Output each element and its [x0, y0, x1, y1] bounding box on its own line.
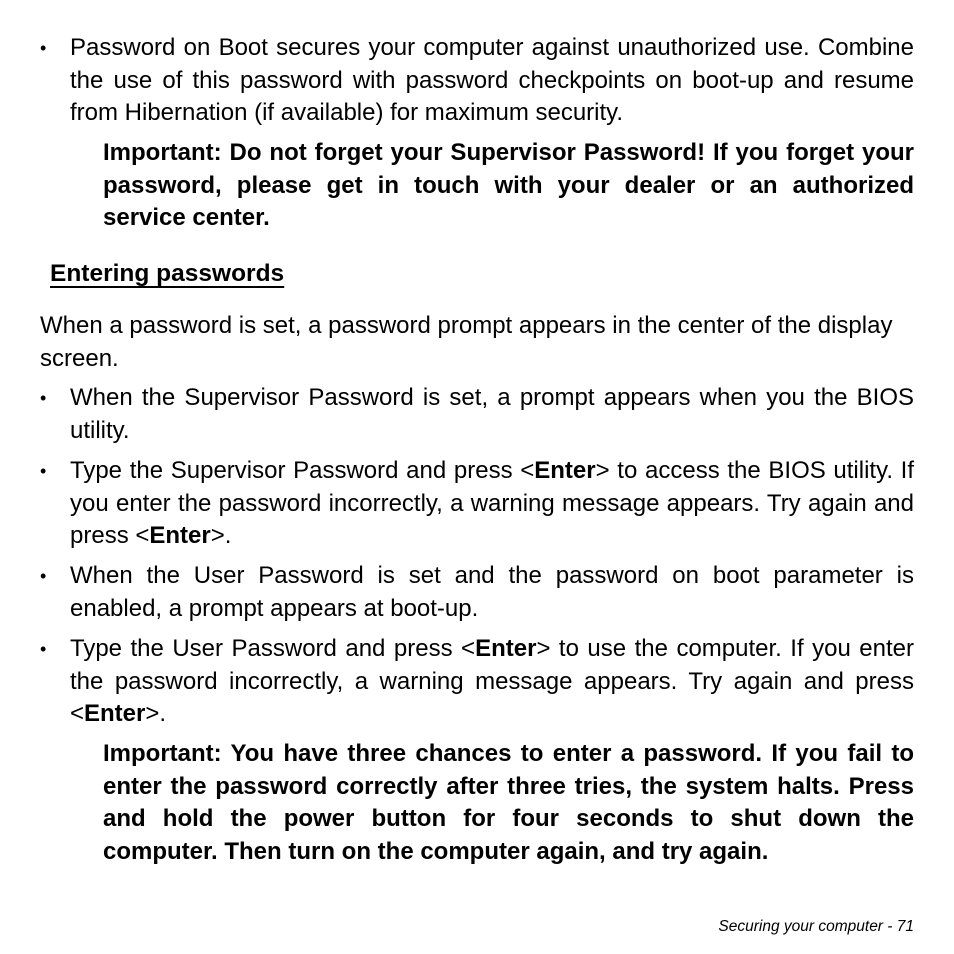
bullet-dot: • [40, 639, 47, 659]
important-note-three-chances: Important: You have three chances to enter a password. If you fail to enter the password correctly after three tries, the system halts. Press and hold the power button for four seconds to shut down the computer. Then turn on the computer again, and try again. [103, 740, 914, 865]
important-note-supervisor-password: Important: Do not forget your Supervisor Password! If you forget your password, please get in touch with your dealer or an authorized service center. [103, 139, 914, 231]
list-item-text-pre: Type the Supervisor Password and press < [70, 457, 535, 484]
enter-key-label: Enter [534, 457, 596, 484]
page-footer: Securing your computer - 71 [718, 918, 914, 935]
list-item-text-post: >. [210, 522, 232, 549]
bullet-dot: • [40, 388, 47, 408]
list-item-password-on-boot [40, 32, 914, 130]
enter-key-label: Enter [475, 635, 537, 662]
list-item-text: Password on Boot secures your computer against unauthorized use. Combine the use of this password with password checkpoints on boot-up and resume from Hibernation (if available) for maximum security. [70, 34, 914, 126]
list-item-text-mid: > to access the BIOS utility. If you enter the password incorrectly, a warning message appears. Try again and press < [70, 457, 914, 549]
list-item-text: When the Supervisor Password is set, a prompt appears when you the BIOS utility. [70, 384, 914, 444]
list-item-type-user-password [40, 633, 914, 731]
section-heading: Entering passwords [50, 260, 285, 287]
list-item-user-password-prompt [40, 560, 914, 625]
enter-key-label: Enter [84, 700, 146, 727]
list-item-text-post: >. [145, 700, 167, 727]
bullet-dot: • [40, 461, 47, 481]
bullet-dot: • [40, 38, 47, 58]
list-item-type-supervisor-password [40, 455, 914, 553]
list-item-supervisor-prompt [40, 382, 914, 447]
list-item-text-pre: Type the User Password and press < [70, 635, 476, 662]
list-item-text-mid: > to use the computer. If you enter the password incorrectly, a warning message appears. Try again and press < [70, 635, 915, 727]
list-item-text: When the User Password is set and the password on boot parameter is enabled, a prompt appears at boot-up. [70, 562, 914, 622]
enter-key-label: Enter [149, 522, 211, 549]
intro-paragraph: When a password is set, a password prompt appears in the center of the display screen. [40, 312, 893, 372]
bullet-dot: • [40, 566, 47, 586]
